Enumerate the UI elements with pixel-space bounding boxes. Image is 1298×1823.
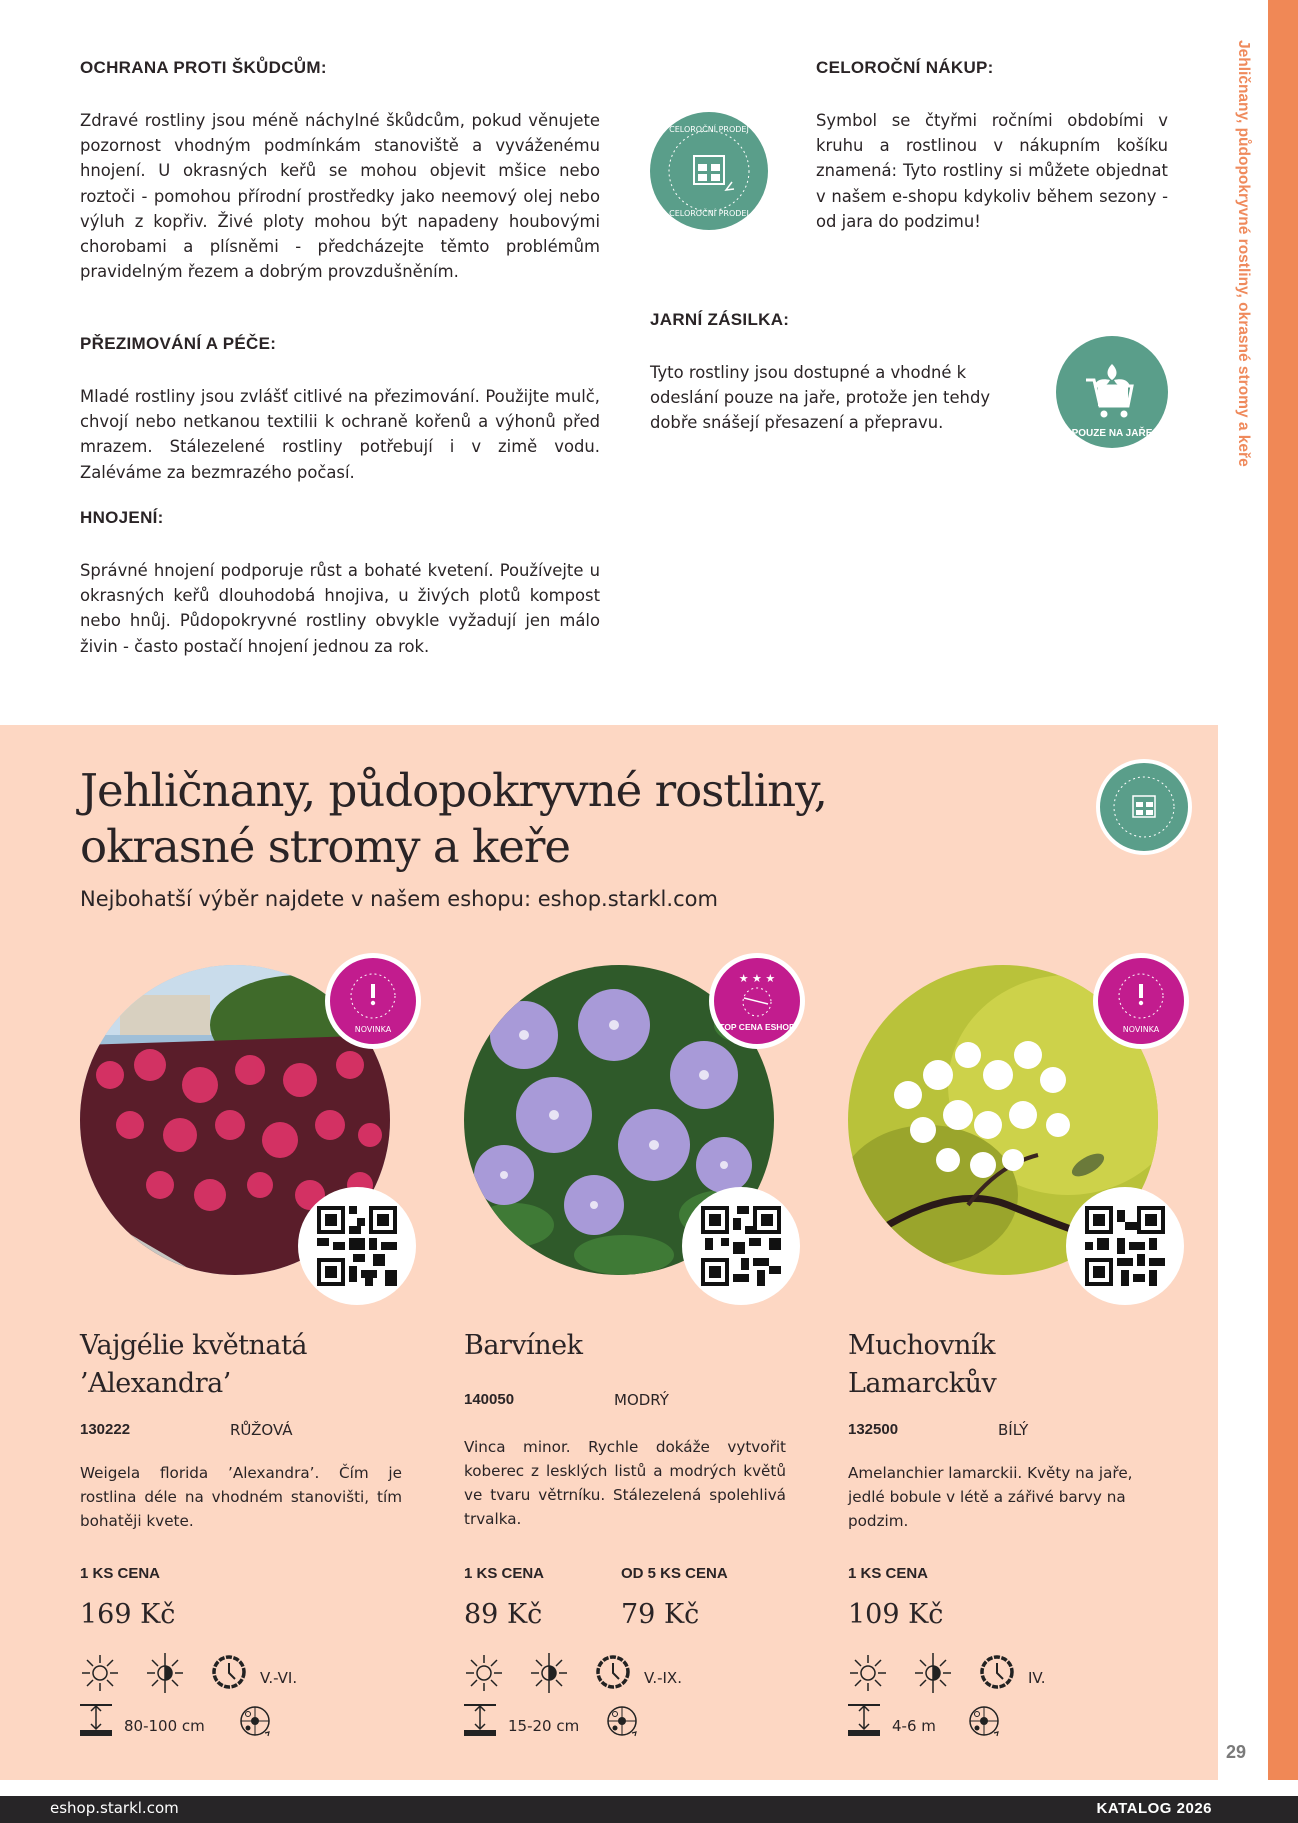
product-name-line1: Muchovník [848,1330,995,1361]
full-sun-icon [80,1653,120,1693]
plant-height: 15-20 cm [508,1717,580,1735]
qr-code-icon [701,1206,781,1286]
care-icons-row [848,1653,1178,1693]
product-color: MODRÝ [614,1391,669,1409]
year-round-seasons-icon [966,1703,1002,1739]
product-code: 140050 [464,1391,515,1408]
info-pests-title: OCHRANA PROTI ŠKŮDCŮM: [80,58,327,77]
price-label-1ks: 1 KS CENA [80,1565,161,1582]
product-description: Vinca minor. Rychle dokáže vytvořit koberec z lesklých listů a modrých květů ve tvaru větrníku. Stálezelená spolehlivá trvalka. [464,1438,786,1528]
product-name-line2: Lamarckův [848,1368,997,1399]
plant-height: 80-100 cm [124,1717,205,1735]
flowering-time-icon [210,1653,248,1691]
svg-text:NOVINKA: NOVINKA [1122,1025,1160,1034]
calendar-cycle-icon [1100,763,1188,851]
price-label-5ks: OD 5 KS CENA [621,1565,728,1582]
svg-text:CELOROČNÍ PRODEJ: CELOROČNÍ PRODEJ [669,209,749,218]
new-product-badge [325,953,421,1049]
top-price-eshop-badge [709,953,805,1049]
product-name [464,1327,804,1365]
info-winter-text: Mladé rostliny jsou zvlášť citlivé na přezimování. Použijte mulč, chvojí nebo netkanou textilii k ochraně kořenů a výhonů před mrazem. Stálezelené rostliny potřebují i v zimě vodu. Zaléváme za bezmrazého počasí. [80,387,600,482]
footer-eshop-link[interactable]: eshop.starkl.com [50,1799,179,1817]
calendar-cycle-icon [650,112,768,230]
svg-text:POUZE NA JAŘE: POUZE NA JAŘE [1071,428,1153,439]
product-code: 132500 [848,1421,899,1438]
side-label-text: Jehličnany, půdopokryvné rostliny, okrasné stromy a keře [1235,40,1252,467]
section-subtitle: Nejbohatší výběr najdete v našem eshopu: eshop.starkl.com [80,887,718,911]
product-name-line1: Vajgélie květnatá [80,1330,307,1361]
section-title-line1: Jehličnany, půdopokryvné rostliny, [80,764,827,817]
product-code: 130222 [80,1421,131,1438]
flowering-months: V.-VI. [260,1669,298,1687]
full-sun-icon [848,1653,888,1693]
care-icons-row [464,1653,794,1693]
info-spring-title: JARNÍ ZÁSILKA: [650,310,790,329]
side-accent-strip [1268,0,1298,1780]
svg-text:CELOROČNÍ PRODEJ: CELOROČNÍ PRODEJ [669,125,749,134]
qr-code-icon [317,1206,397,1286]
plant-height-icon [80,1703,114,1737]
flowering-months: IV. [1028,1669,1046,1687]
product-color: BÍLÝ [998,1421,1029,1439]
care-icons-row [80,1653,410,1693]
info-pests [80,58,600,284]
info-winter [80,334,600,485]
info-pests-text: Zdravé rostliny jsou méně náchylné škůdcům, pokud věnujete pozornost vhodným podmínkám stanoviště a vyváženému hnojení. U okrasných keřů se mohou objevit mšice nebo roztoči - pomohou přírodní prostředky jako neemový olej nebo výluh z kopřiv. Živé ploty mohou být napadeny houbovými chorobami a plísněmi - předcházejte těmto problémům pravidelným řezem a dobrým provzdušněním. [80,111,600,282]
qr-code[interactable] [682,1187,800,1305]
partial-shade-icon [913,1653,953,1693]
svg-text:★ ★ ★: ★ ★ ★ [738,972,776,985]
plant-height-icon [464,1703,498,1737]
size-icons-row [80,1703,410,1739]
info-winter-title: PŘEZIMOVÁNÍ A PÉČE: [80,334,277,353]
info-fertilizing-text: Správné hnojení podporuje růst a bohaté kvetení. Používejte u okrasných keřů dlouhodobá hnojiva, u živých plotů kompost nebo hnůj. Půdopokryvné rostliny obvykle vyžadují jen málo živin - často postačí hnojení jednou za rok. [80,561,600,656]
section-title-line2: okrasné stromy a keře [80,820,571,873]
spring-only-badge [1056,336,1168,448]
section-year-round-badge [1096,759,1192,855]
product-name [848,1327,1188,1403]
exclamation-icon [330,958,416,1044]
info-spring [650,310,1010,436]
qr-code[interactable] [1066,1187,1184,1305]
info-spring-text: Tyto rostliny jsou dostupné a vhodné k odeslání pouze na jaře, protože jen tehdy dobře snášejí přesazení a přepravu. [650,363,991,433]
price-label-1ks: 1 KS CENA [464,1565,545,1582]
flowering-time-icon [594,1653,632,1691]
year-round-seasons-icon [237,1703,273,1739]
page-number: 29 [1226,1742,1247,1762]
info-fertilizing-title: HNOJENÍ: [80,508,164,527]
product-description: Amelanchier lamarckii. Květy na jaře, jedlé bobule v létě a zářivé barvy na podzim. [848,1464,1133,1530]
year-round-seasons-icon [604,1703,640,1739]
product-name [80,1327,420,1403]
footer [0,1796,1298,1823]
price-label-1ks: 1 KS CENA [848,1565,929,1582]
price-1ks: 169 Kč [80,1599,176,1630]
year-round-badge [650,112,768,230]
svg-text:NOVINKA: NOVINKA [354,1025,392,1034]
price-1ks: 89 Kč [464,1599,543,1630]
qr-code-icon [1085,1206,1165,1286]
side-section-label [1226,40,1266,540]
plant-height-icon [848,1703,882,1737]
price-1ks: 109 Kč [848,1599,944,1630]
section-title [80,763,827,875]
flowering-months: V.-IX. [644,1669,682,1687]
product-name-line1: Barvínek [464,1330,583,1361]
product-description: Weigela florida ’Alexandra’. Čím je rostlina déle na vhodném stanovišti, tím bohatěji kvete. [80,1464,402,1530]
info-year-round-text: Symbol se čtyřmi ročními obdobími v kruhu a rostlinou v nákupním košíku znamená: Tyto rostliny si můžete objednat v našem e-shopu kdykoliv během sezony - od jara do podzimu! [816,111,1168,231]
partial-shade-icon [145,1653,185,1693]
qr-code[interactable] [298,1187,416,1305]
product-section [0,725,1218,1780]
flowering-time-icon [978,1653,1016,1691]
top-price-stars-icon [714,958,800,1044]
product-color: RŮŽOVÁ [230,1421,293,1439]
new-product-badge [1093,953,1189,1049]
info-year-round [816,58,1168,234]
info-fertilizing [80,508,600,659]
exclamation-icon [1098,958,1184,1044]
plant-cart-icon [1056,336,1168,448]
info-year-round-title: CELOROČNÍ NÁKUP: [816,58,994,77]
size-icons-row [848,1703,1178,1739]
price-5ks: 79 Kč [621,1599,700,1630]
size-icons-row [464,1703,794,1739]
full-sun-icon [464,1653,504,1693]
partial-shade-icon [529,1653,569,1693]
svg-text:TOP CENA ESHOP: TOP CENA ESHOP [719,1022,795,1032]
plant-height: 4-6 m [892,1717,936,1735]
product-name-line2: ’Alexandra’ [80,1368,231,1399]
footer-catalog-label: KATALOG 2026 [1096,1800,1212,1817]
